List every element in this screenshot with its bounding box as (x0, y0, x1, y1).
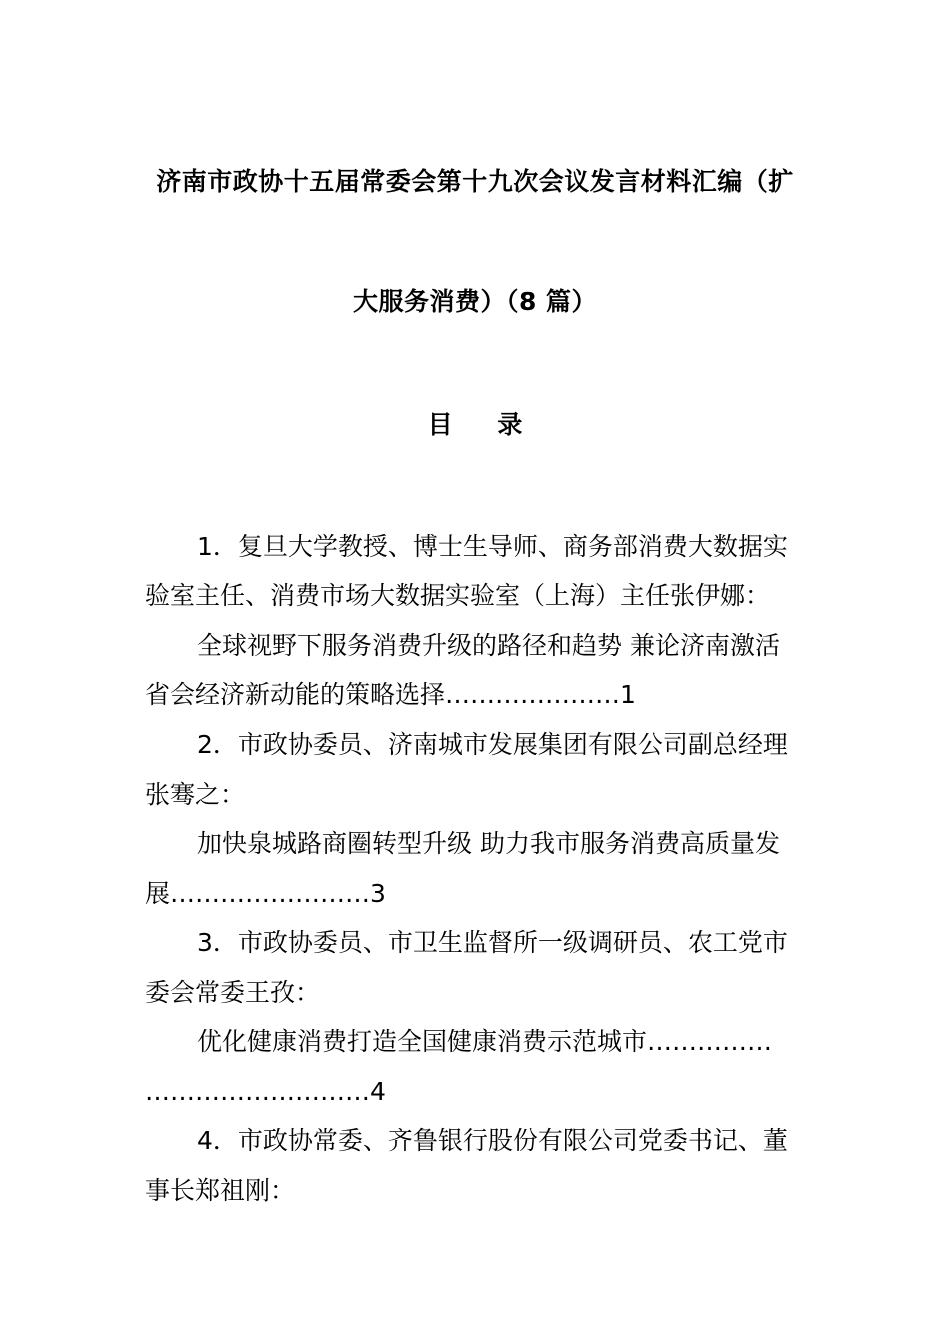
toc-entry-2-topic-line-1: 加快泉城路商圈转型升级 助力我市服务消费高质量发 (197, 829, 780, 858)
toc-entry-3-speaker-line-2: 委会常委王孜： (145, 978, 321, 1007)
toc-entry-1-topic-line-2: 省会经济新动能的策略选择…………………1 (145, 680, 636, 709)
toc-entry-3-topic-line-1: 优化健康消费打造全国健康消费示范城市…………… (197, 1027, 773, 1056)
toc-entry-4-speaker-line-1: 4．市政协常委、齐鲁银行股份有限公司党委书记、董 (197, 1126, 788, 1155)
toc-entry-3-topic-line-2: ………………………4 (145, 1077, 386, 1106)
toc-entry-1-speaker-line-2: 验室主任、消费市场大数据实验室（上海）主任张伊娜： (145, 581, 771, 610)
toc-entry-2-speaker-line-1: 2．市政协委员、济南城市发展集团有限公司副总经理 (197, 730, 788, 759)
toc-heading: 目 录 (427, 410, 541, 439)
document-title-line-1: 济南市政协十五届常委会第十九次会议发言材料汇编（扩 (156, 167, 794, 196)
document-title-line-2: 大服务消费）（8 篇） (352, 287, 598, 316)
toc-entry-4-speaker-line-2: 事长郑祖刚： (145, 1176, 296, 1205)
toc-entry-1-topic-line-1: 全球视野下服务消费升级的路径和趋势 兼论济南激活 (197, 631, 780, 660)
toc-entry-2-topic-line-2: 展……………………3 (145, 879, 386, 908)
toc-entry-2-speaker-line-2: 张骞之： (145, 780, 246, 809)
toc-entry-1-speaker-line-1: 1．复旦大学教授、博士生导师、商务部消费大数据实 (197, 532, 788, 561)
toc-entry-3-speaker-line-1: 3．市政协委员、市卫生监督所一级调研员、农工党市 (197, 928, 788, 957)
